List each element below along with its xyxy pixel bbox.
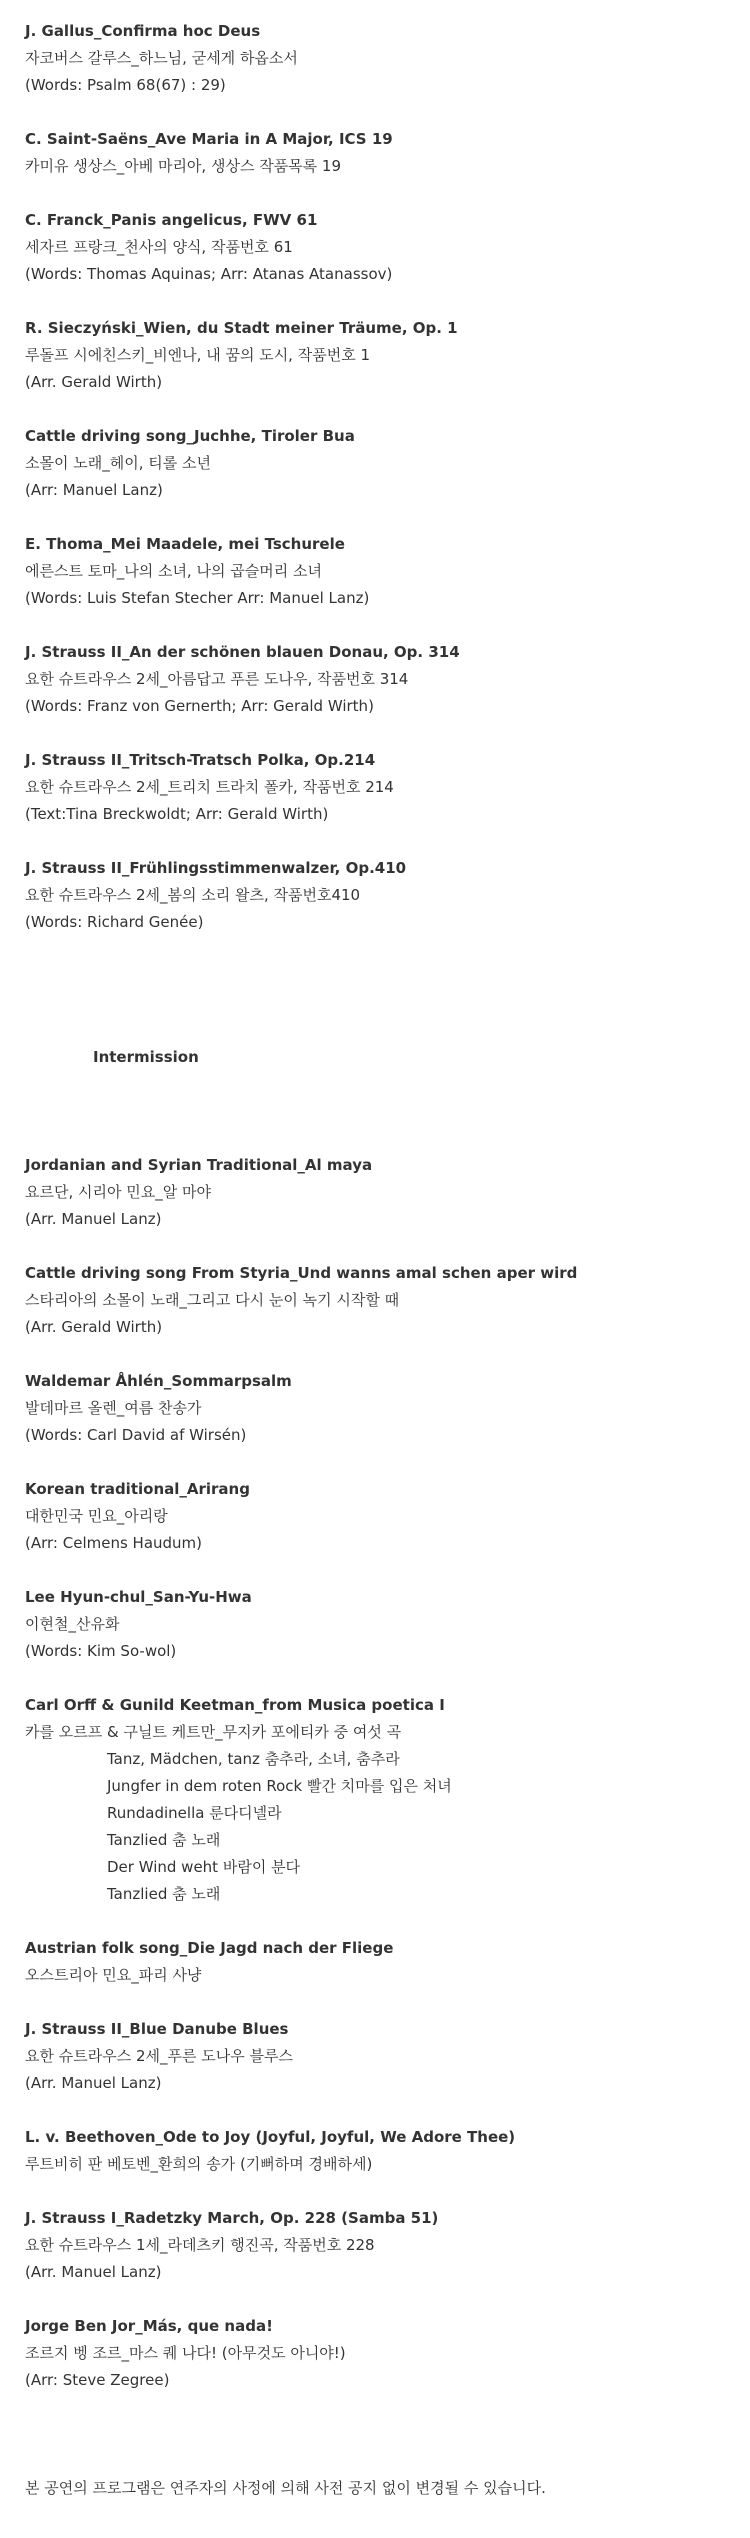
program-piece — [25, 855, 725, 936]
piece-credits: (Arr. Gerald Wirth) — [25, 1318, 163, 1336]
piece-title: Jorge Ben Jor_Más, que nada! — [25, 2317, 273, 2335]
piece-korean-title: 대한민국 민요_아리랑 — [25, 1507, 168, 1525]
piece-korean-title: 요한 슈트라우스 2세_봄의 소리 왈츠, 작품번호410 — [25, 886, 361, 904]
program-piece — [25, 126, 725, 180]
piece-credits: (Arr: Steve Zegree) — [25, 2371, 170, 2389]
program-piece — [25, 207, 725, 288]
piece-title: C. Saint-Saëns_Ave Maria in A Major, ICS 19 — [25, 130, 393, 148]
intermission-heading: Intermission — [93, 1048, 199, 1066]
program-piece — [25, 315, 725, 396]
piece-korean-title: 에른스트 토마_나의 소녀, 나의 곱슬머리 소녀 — [25, 562, 322, 580]
program-change-notice: 본 공연의 프로그램은 연주자의 사정에 의해 사전 공지 없이 변경될 수 있습니다. — [25, 2479, 546, 2497]
piece-credits: (Words: Thomas Aquinas; Arr: Atanas Atanassov) — [25, 265, 393, 283]
piece-korean-title: 요한 슈트라우스 1세_라데츠키 행진곡, 작품번호 228 — [25, 2236, 375, 2254]
piece-sub-item: Tanzlied 춤 노래 — [107, 1885, 221, 1903]
piece-credits: (Arr. Gerald Wirth) — [25, 373, 163, 391]
piece-korean-title: 카미유 생상스_아베 마리아, 생상스 작품목록 19 — [25, 157, 342, 175]
piece-korean-title: 루트비히 판 베토벤_환희의 송가 (기뻐하며 경배하세) — [25, 2155, 373, 2173]
piece-title: Cattle driving song From Styria_Und wanns amal schen aper wird — [25, 1264, 578, 1282]
program-piece — [25, 2205, 725, 2286]
program-piece — [25, 1368, 725, 1449]
program-piece — [25, 747, 725, 828]
piece-credits: (Words: Kim So-wol) — [25, 1642, 177, 1660]
program-piece — [25, 1476, 725, 1557]
piece-korean-title: 오스트리아 민요_파리 사냥 — [25, 1966, 202, 1984]
piece-credits: (Text:Tina Breckwoldt; Arr: Gerald Wirth) — [25, 805, 329, 823]
piece-korean-title: 요한 슈트라우스 2세_트리치 트라치 폴카, 작품번호 214 — [25, 778, 394, 796]
piece-title: Lee Hyun-chul_San-Yu-Hwa — [25, 1588, 252, 1606]
piece-title: J. Strauss II_Tritsch-Tratsch Polka, Op.214 — [25, 751, 376, 769]
program-piece — [25, 18, 725, 99]
piece-sub-item: Der Wind weht 바람이 분다 — [107, 1858, 301, 1876]
piece-korean-title: 소몰이 노래_헤이, 티롤 소년 — [25, 454, 211, 472]
piece-credits: (Words: Luis Stefan Stecher Arr: Manuel Lanz) — [25, 589, 370, 607]
piece-title: E. Thoma_Mei Maadele, mei Tschurele — [25, 535, 345, 553]
piece-title: C. Franck_Panis angelicus, FWV 61 — [25, 211, 318, 229]
piece-korean-title: 자코버스 갈루스_하느님, 굳세게 하옵소서 — [25, 49, 298, 67]
piece-korean-title: 요르단, 시리아 민요_알 마야 — [25, 1183, 211, 1201]
piece-sub-item: Rundadinella 룬다디넬라 — [107, 1804, 282, 1822]
piece-korean-title: 스타리아의 소몰이 노래_그리고 다시 눈이 녹기 시작할 때 — [25, 1291, 400, 1309]
piece-title: J. Strauss I_Radetzky March, Op. 228 (Samba 51) — [25, 2209, 439, 2227]
piece-korean-title: 발데마르 올렌_여름 찬송가 — [25, 1399, 202, 1417]
piece-korean-title: 루돌프 시에친스키_비엔나, 내 꿈의 도시, 작품번호 1 — [25, 346, 370, 364]
piece-credits: (Arr. Manuel Lanz) — [25, 2074, 162, 2092]
piece-title: L. v. Beethoven_Ode to Joy (Joyful, Joyful, We Adore Thee) — [25, 2128, 516, 2146]
piece-title: Austrian folk song_Die Jagd nach der Fliege — [25, 1939, 394, 1957]
program-piece — [25, 2313, 725, 2394]
piece-credits: (Arr. Manuel Lanz) — [25, 1210, 162, 1228]
piece-sub-item: Tanz, Mädchen, tanz 춤추라, 소녀, 춤추라 — [107, 1750, 400, 1768]
piece-korean-title: 세자르 프랑크_천사의 양식, 작품번호 61 — [25, 238, 293, 256]
program-piece — [25, 531, 725, 612]
piece-credits: (Arr: Celmens Haudum) — [25, 1534, 203, 1552]
program-second-half — [25, 1152, 725, 2394]
piece-title: Waldemar Åhlén_Sommarpsalm — [25, 1372, 292, 1390]
piece-title: J. Strauss II_Frühlingsstimmenwalzer, Op.410 — [25, 859, 407, 877]
program-piece — [25, 1152, 725, 1233]
piece-credits: (Words: Franz von Gernerth; Arr: Gerald Wirth) — [25, 697, 374, 715]
program-piece — [25, 2124, 725, 2178]
piece-korean-title: 카를 오르프 & 구닐트 케트만_무지카 포에티카 중 여섯 곡 — [25, 1723, 402, 1741]
piece-credits: (Arr. Manuel Lanz) — [25, 2263, 162, 2281]
piece-credits: (Words: Carl David af Wirsén) — [25, 1426, 247, 1444]
piece-credits: (Arr: Manuel Lanz) — [25, 481, 163, 499]
program-piece — [25, 639, 725, 720]
program-piece — [25, 2016, 725, 2097]
piece-credits: (Words: Richard Genée) — [25, 913, 204, 931]
program-piece — [25, 1692, 725, 1908]
piece-title: Jordanian and Syrian Traditional_Al maya — [25, 1156, 373, 1174]
piece-korean-title: 이현철_산유화 — [25, 1615, 120, 1633]
piece-title: R. Sieczyński_Wien, du Stadt meiner Träume, Op. 1 — [25, 319, 458, 337]
program-piece — [25, 1935, 725, 1989]
piece-title: Korean traditional_Arirang — [25, 1480, 250, 1498]
program-first-half — [25, 18, 725, 936]
piece-korean-title: 요한 슈트라우스 2세_푸른 도나우 블루스 — [25, 2047, 293, 2065]
piece-korean-title: 요한 슈트라우스 2세_아름답고 푸른 도나우, 작품번호 314 — [25, 670, 409, 688]
piece-title: Carl Orff & Gunild Keetman_from Musica poetica I — [25, 1696, 445, 1714]
piece-title: J. Strauss II_Blue Danube Blues — [25, 2020, 289, 2038]
piece-korean-title: 조르지 벵 조르_마스 퀘 나다! (아무것도 아니야!) — [25, 2344, 346, 2362]
program-piece — [25, 1260, 725, 1341]
piece-title: J. Gallus_Confirma hoc Deus — [25, 22, 261, 40]
piece-sub-item: Tanzlied 춤 노래 — [107, 1831, 221, 1849]
piece-title: J. Strauss II_An der schönen blauen Donau, Op. 314 — [25, 643, 460, 661]
intermission-block — [25, 963, 725, 1152]
piece-title: Cattle driving song_Juchhe, Tiroler Bua — [25, 427, 355, 445]
program-piece — [25, 1584, 725, 1665]
program-piece — [25, 423, 725, 504]
piece-sub-item: Jungfer in dem roten Rock 빨간 치마를 입은 처녀 — [107, 1777, 452, 1795]
piece-credits: (Words: Psalm 68(67) : 29) — [25, 76, 226, 94]
